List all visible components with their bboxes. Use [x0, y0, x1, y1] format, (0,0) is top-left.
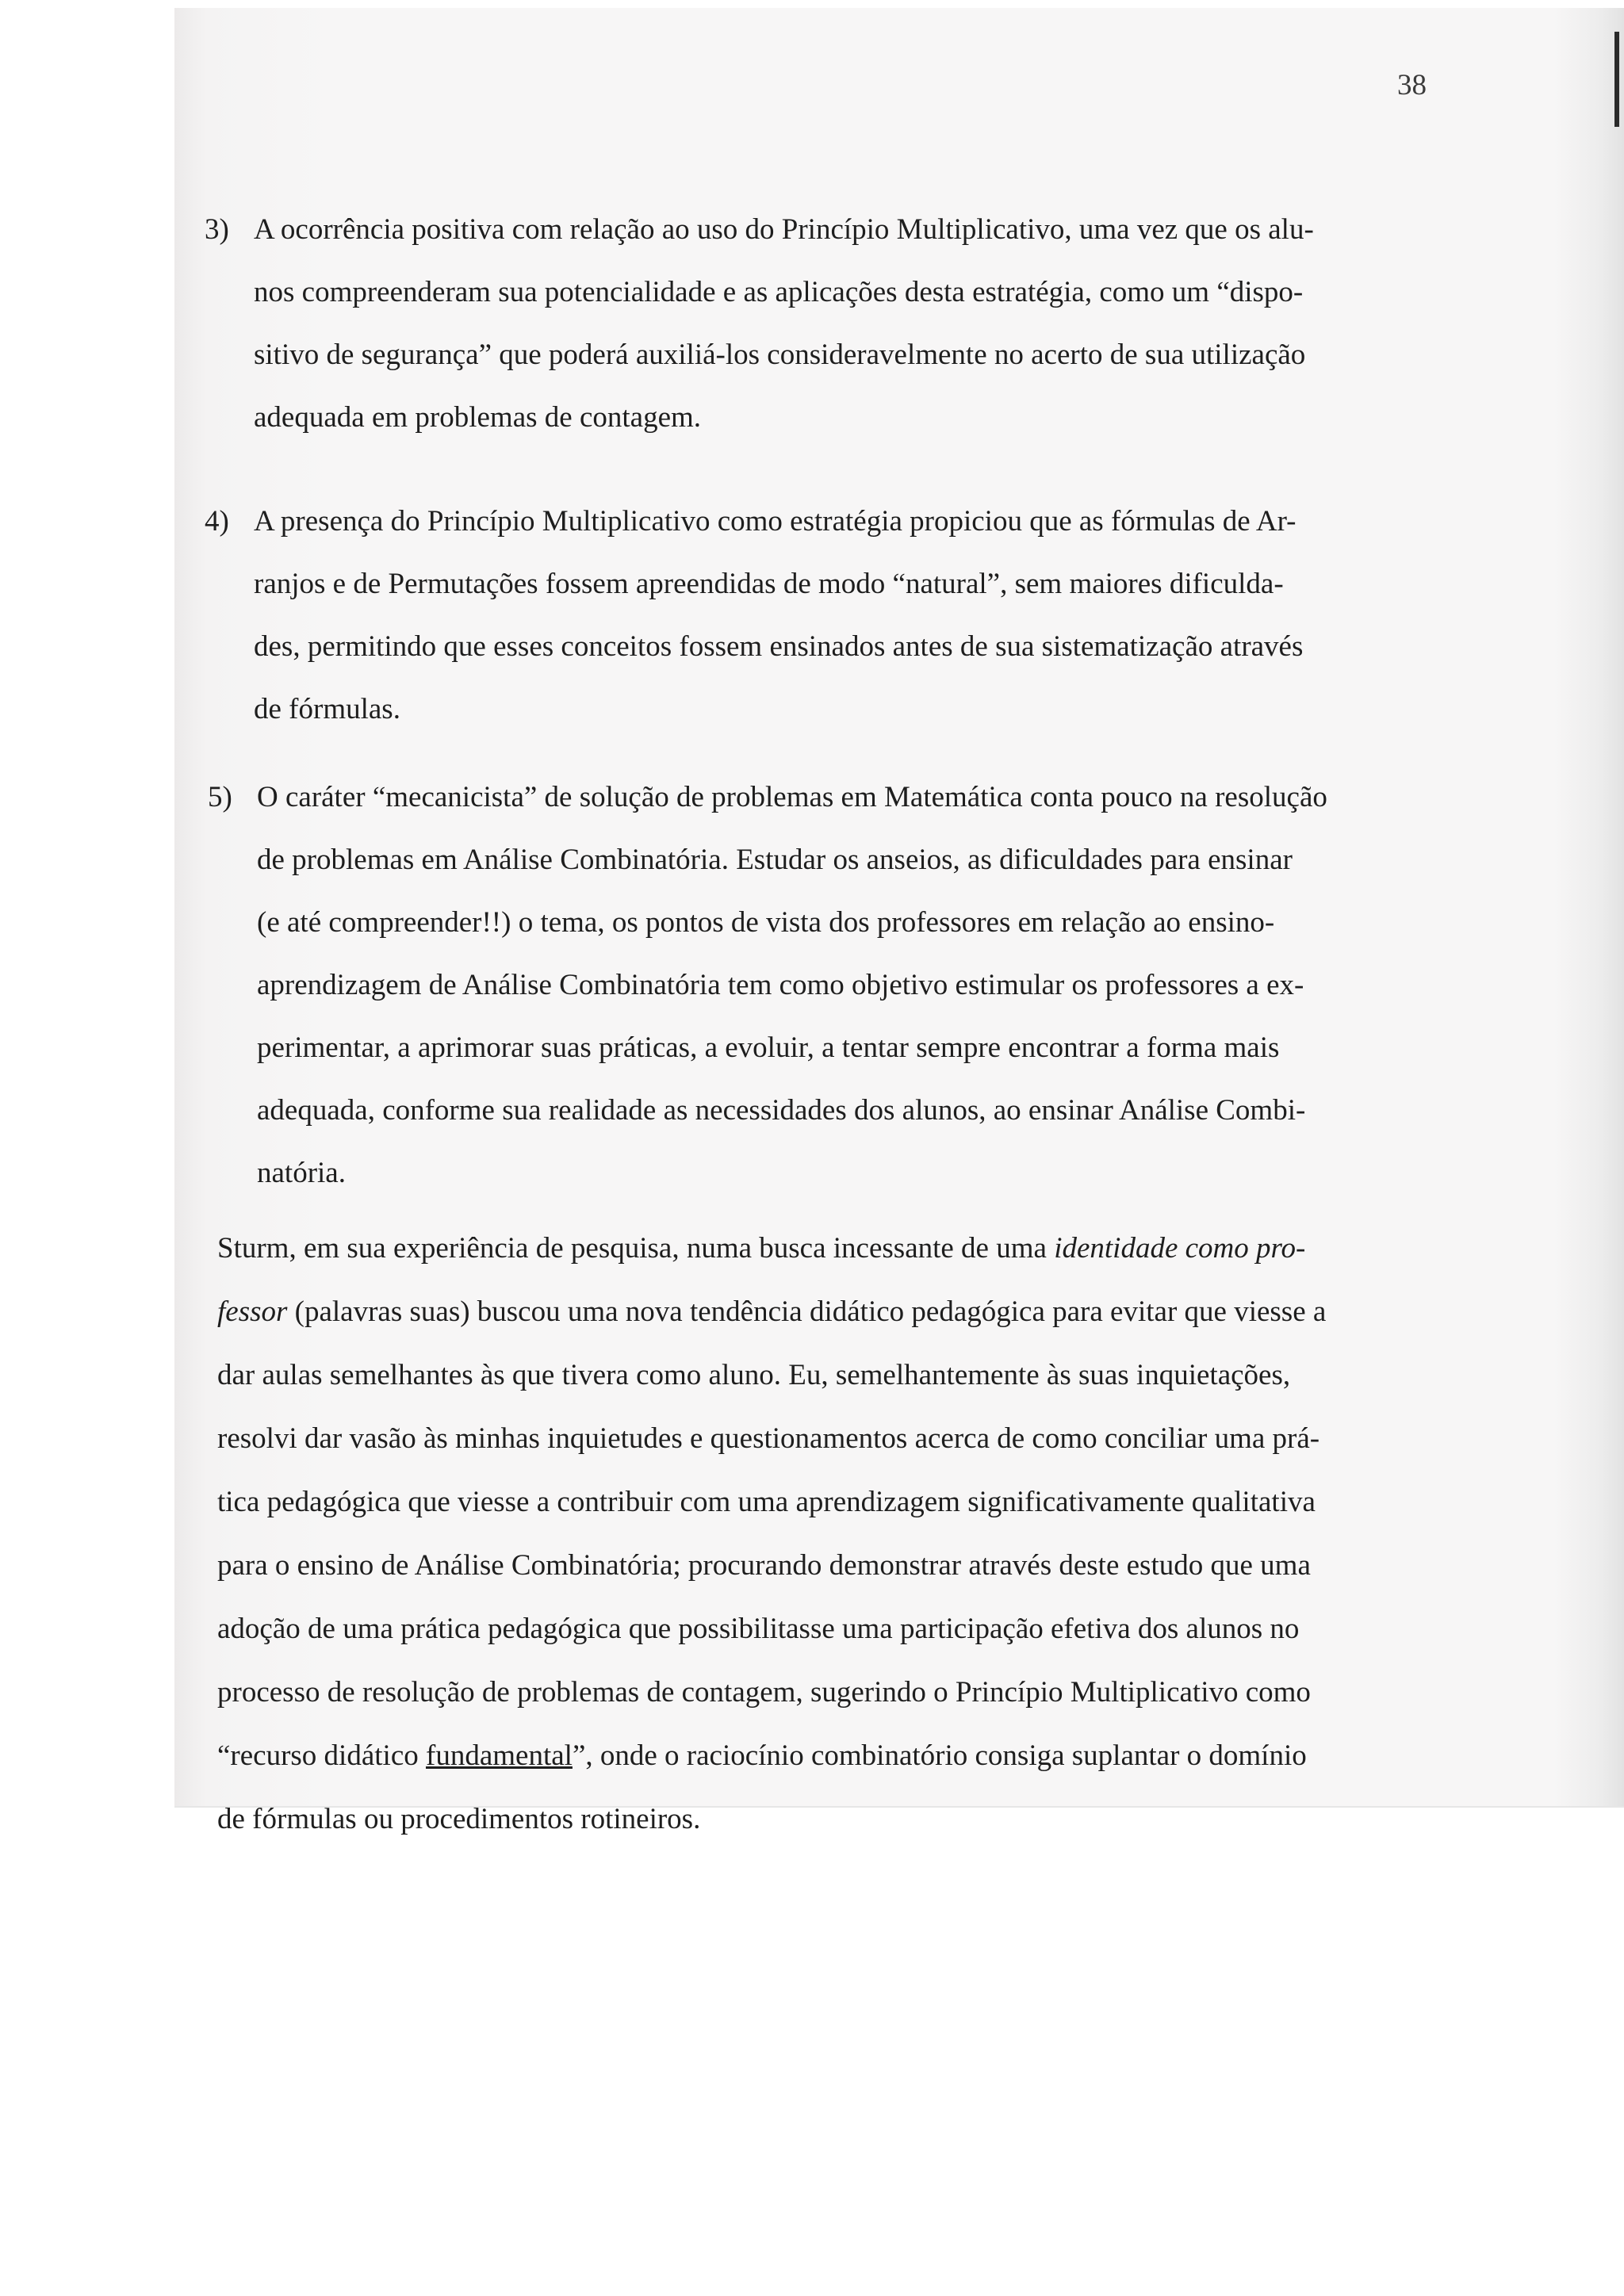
list-item-line: natória. [257, 1157, 346, 1189]
list-item-number: 5) [208, 781, 232, 813]
list-item-3 [205, 198, 1457, 449]
list-item-line: aprendizagem de Análise Combinatória tem como objetivo estimular os professores a ex- [257, 969, 1304, 1001]
list-item-4 [205, 490, 1457, 740]
list-item-line: O caráter “mecanicista” de solução de problemas em Matemática conta pouco na resolução [257, 781, 1327, 813]
list-item-line: ranjos e de Permutações fossem apreendidas de modo “natural”, sem maiores dificulda- [254, 568, 1284, 600]
paragraph-text: (palavras suas) buscou uma nova tendência didático pedagógica para evitar que viesse a [287, 1295, 1327, 1328]
paragraph-line: processo de resolução de problemas de contagem, sugerindo o Princípio Multiplicativo como [217, 1676, 1311, 1709]
page-number: 38 [1397, 69, 1427, 101]
italic-phrase: fessor [217, 1295, 288, 1328]
paragraph-text: ”, onde o raciocínio combinatório consiga suplantar o domínio [572, 1739, 1307, 1772]
italic-phrase: identidade como pro- [1054, 1232, 1306, 1265]
scan-edge-mark [1614, 32, 1619, 127]
list-item-line: adequada em problemas de contagem. [254, 401, 702, 434]
list-item-line: de fórmulas. [254, 693, 400, 725]
list-item-line: A ocorrência positiva com relação ao uso do Princípio Multiplicativo, uma vez que os alu- [254, 213, 1314, 246]
list-item-line: (e até compreender!!) o tema, os pontos de vista dos professores em relação ao ensino- [257, 906, 1275, 939]
list-item-line: nos compreenderam sua potencialidade e as aplicações desta estratégia, como um “dispo- [254, 276, 1304, 308]
list-item-number: 3) [205, 213, 229, 246]
paragraph-line [217, 1280, 1470, 1344]
paragraph-line: dar aulas semelhantes às que tivera como aluno. Eu, semelhantemente às suas inquietações, [217, 1359, 1291, 1391]
paragraph-line [217, 1724, 1470, 1788]
list-item-line: des, permitindo que esses conceitos fossem ensinados antes de sua sistematização através [254, 630, 1304, 663]
list-item-line: de problemas em Análise Combinatória. Estudar os anseios, as dificuldades para ensinar [257, 844, 1293, 876]
list-item-5 [208, 766, 1461, 1204]
list-item-line: perimentar, a aprimorar suas práticas, a evoluir, a tentar sempre encontrar a forma mais [257, 1031, 1280, 1064]
list-item-line: A presença do Princípio Multiplicativo como estratégia propiciou que as fórmulas de Ar- [254, 505, 1297, 538]
paragraph-line: para o ensino de Análise Combinatória; procurando demonstrar através deste estudo que uma [217, 1549, 1311, 1582]
paragraph-text: Sturm, em sua experiência de pesquisa, numa busca incessante de uma [217, 1232, 1055, 1265]
paragraph-line [217, 1217, 1470, 1280]
list-item-line: adequada, conforme sua realidade as necessidades dos alunos, ao ensinar Análise Combi- [257, 1094, 1306, 1127]
paragraph-line: resolvi dar vasão às minhas inquietudes e questionamentos acerca de como conciliar uma prá- [217, 1422, 1320, 1455]
paragraph-line: tica pedagógica que viesse a contribuir com uma aprendizagem significativamente qualitativa [217, 1486, 1316, 1518]
paragraph-line: adoção de uma prática pedagógica que possibilitasse uma participação efetiva dos alunos no [217, 1613, 1300, 1645]
body-paragraph [217, 1217, 1470, 1851]
paragraph-text: “recurso didático [217, 1739, 426, 1772]
underlined-word: fundamental [426, 1739, 573, 1772]
list-item-number: 4) [205, 505, 229, 538]
list-item-line: sitivo de segurança” que poderá auxiliá-los consideravelmente no acerto de sua utilização [254, 339, 1306, 371]
paragraph-line: de fórmulas ou procedimentos rotineiros. [217, 1803, 701, 1835]
